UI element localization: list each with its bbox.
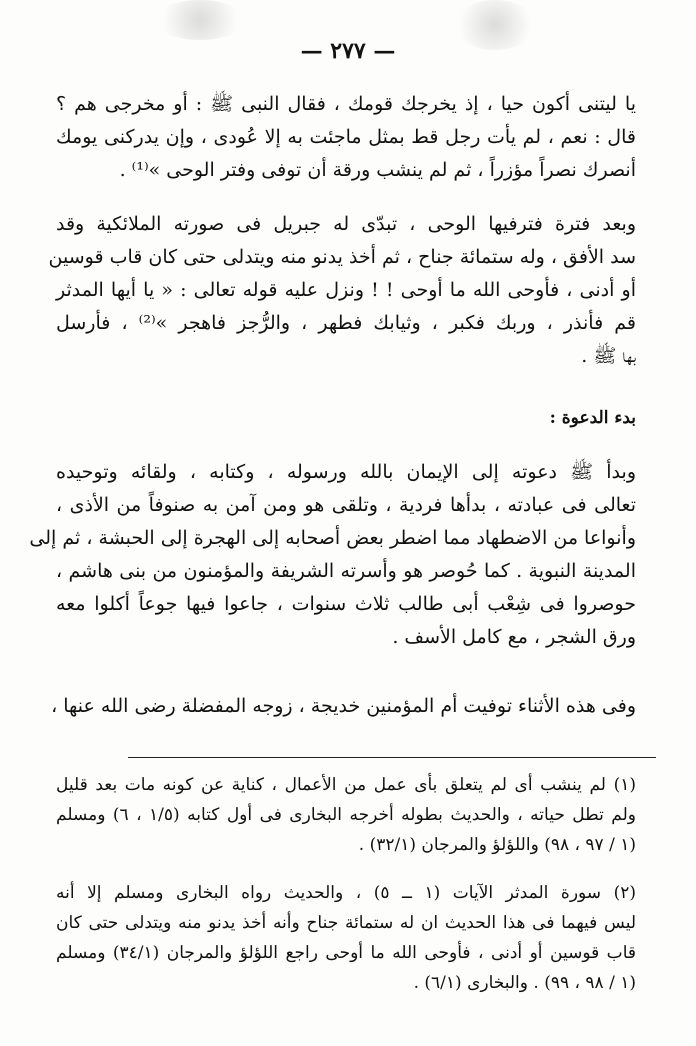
footnote-1 [56, 770, 636, 860]
footnote-2 [56, 878, 636, 998]
text-line: وأنواعا من الاضطهاد مما اضطر بعض أصحابه إلى الهجرة إلى الحبشة ، ثم إلى [29, 527, 636, 549]
text-line: أو أدنى ، فأوحى الله ما أوحى ! ! ونزل عليه قوله تعالى : « يا أيها المدثر [56, 279, 636, 301]
paragraph-revelation [48, 208, 636, 373]
paragraph-dawah [29, 456, 636, 654]
footnote-line: ليس فيهما فى هذا الحديث ان له ستمائة جناح وأنه أخذ يدنو منه ويتدلى حتى كان [56, 913, 636, 933]
text-line: قال : نعم ، لم يأت رجل قط بمثل ماجئت به إلا عُودى ، وإن يدركنى يومك [56, 126, 636, 148]
text-line: وبدأ ﷺ دعوته إلى الإيمان بالله ورسوله ، وكتابه ، ولقائه وتوحيده [56, 461, 636, 483]
text-line: قم فأنذر ، وربك فكبر ، وثيابك فطهر ، والرُّجز فاهجر »⁽²⁾ ، فأرسل [56, 312, 636, 334]
footnote-line: (١ / ٩٨ ، ٩٩) . والبخارى (٦/١) . [413, 973, 636, 993]
footnote-line: (١) لم ينشب أى لم يتعلق بأى عمل من الأعمال ، كناية عن كونه مات بعد قليل [56, 775, 636, 795]
footnote-line: قاب قوسين أو أدنى ، فأوحى الله ما أوحى راجع اللؤلؤ والمرجان (٣٤/١) ومسلم [56, 943, 636, 963]
paragraph-hadith-end [56, 88, 636, 187]
text-line: تعالى فى عبادته ، بدأها فردية ، وتلقى هو ومن آمن به صنوفاً من الأذى ، [56, 494, 636, 516]
footnote-separator [128, 757, 656, 758]
footnote-line: (٢) سورة المدثر الآيات (١ ــ ٥) ، والحديث رواه البخارى ومسلم إلا أنه [56, 883, 636, 903]
text-line: بها ﷺ . [581, 345, 636, 367]
text-line: المدينة النبوية . كما حُوصر هو وأسرته الشريفة والمؤمنون من بنى هاشم ، [56, 560, 636, 582]
paragraph-khadija [51, 690, 636, 723]
text-line: يا ليتنى أكون حيا ، إذ يخرجك قومك ، فقال النبى ﷺ : أو مخرجى هم ؟ [56, 93, 636, 115]
section-heading: بدء الدعوة : [549, 408, 636, 428]
text-line: ورق الشجر ، مع كامل الأسف . [392, 626, 636, 648]
text-line: وفى هذه الأثناء توفيت أم المؤمنين خديجة ، زوجه المفضلة رضى الله عنها ، [51, 695, 636, 717]
footnote-line: (١ / ٩٧ ، ٩٨) واللؤلؤ والمرجان (٣٢/١) . [358, 835, 636, 855]
text-line: حوصروا فى شِعْب أبى طالب ثلاث سنوات ، جاعوا فيها جوعاً أكلوا معه [56, 593, 636, 615]
scan-speck [155, 0, 245, 40]
text-line: سد الأفق ، وله ستمائة جناح ، ثم أخذ يدنو منه ويتدلى حتى كان قاب قوسين [48, 246, 636, 268]
page-number: — ٢٧٧ — [300, 38, 396, 64]
footnote-line: ولم تطل حياته ، والحديث بطوله أخرجه البخارى فى أول كتابه (١/٥ ، ٦) ومسلم [56, 805, 636, 825]
text-line: وبعد فترة فترفيها الوحى ، تبدّى له جبريل فى صورته الملائكية وقد [56, 213, 636, 235]
text-line: أنصرك نصراً مؤزراً ، ثم لم ينشب ورقة أن توفى وفتر الوحى »⁽¹⁾ . [119, 159, 636, 181]
